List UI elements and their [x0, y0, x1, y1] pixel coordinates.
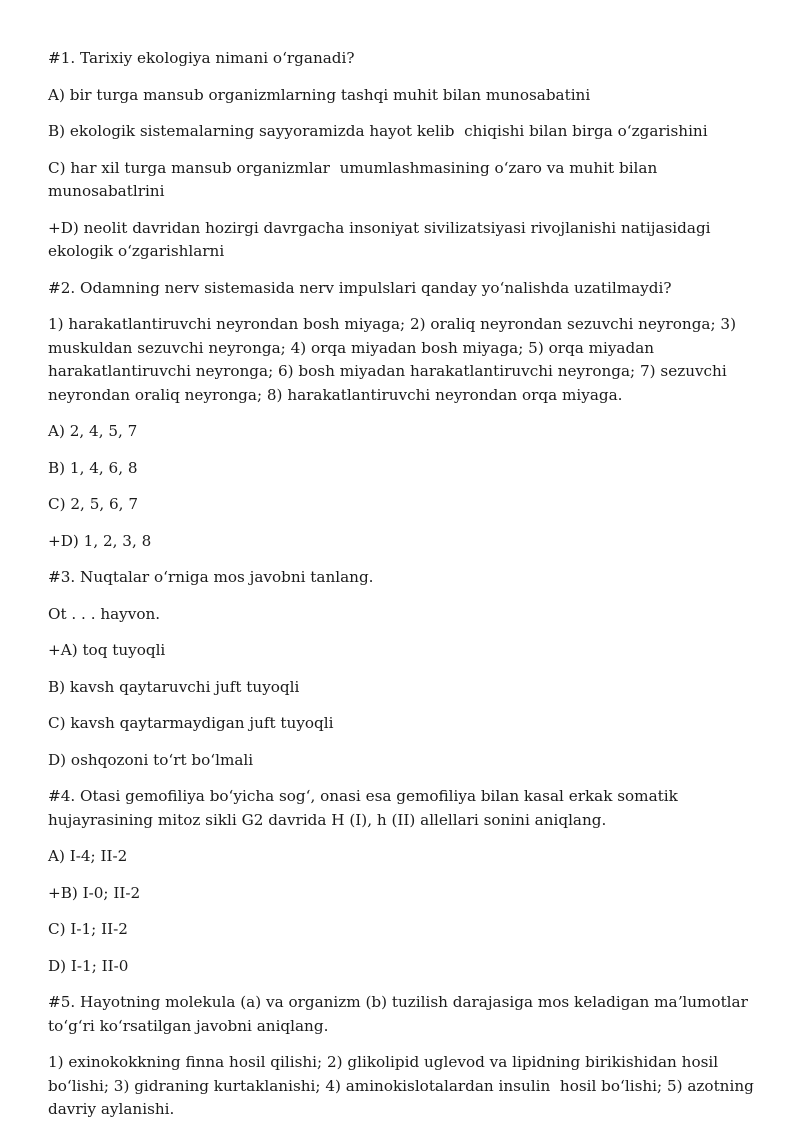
question-4-option-a: A) I-4; II-2 [48, 847, 128, 865]
question-2-option-d: +D) 1, 2, 3, 8 [48, 531, 152, 550]
question-1-option-d: +D) neolit davridan hozirgi davrgacha insoniyat sivilizatsiyasi rivojlanishi natijasidagi ekologik oʻzgarishlarni [48, 218, 716, 260]
question-3-option-d: D) oshqozoni toʻrt boʻlmali [48, 750, 254, 769]
question-3-option-a: +A) toq tuyoqli [48, 641, 166, 659]
question-2-option-c: C) 2, 5, 6, 7 [48, 495, 138, 513]
question-5-stem: #5. Hayotning molekula (a) va organizm (b) tuzilish darajasiga mos keladigan maʼlumotlar toʻgʻri koʻrsatilgan javobni aniqlang. [48, 993, 753, 1035]
question-3-option-c: C) kavsh qaytarmaydigan juft tuyoqli [48, 714, 334, 732]
question-4-option-d: D) I-1; II-0 [48, 956, 129, 975]
question-2-option-b: B) 1, 4, 6, 8 [48, 458, 138, 477]
question-4-option-b: +B) I-0; II-2 [48, 883, 141, 902]
question-3-option-b: B) kavsh qaytaruvchi juft tuyoqli [48, 677, 300, 696]
question-1-stem: #1. Tarixiy ekologiya nimani oʻrganadi? [48, 49, 355, 67]
question-1-option-c: C) har xil turga mansub organizmlar umumlashmasining oʻzaro va muhit bilan munosabatlrini [48, 158, 663, 200]
question-1-option-b: B) ekologik sistemalarning sayyoramizda hayot kelib chiqishi bilan birga oʻzgarishini [48, 122, 708, 140]
question-3-context: Ot . . . hayvon. [48, 604, 161, 623]
document-page [48, 47, 768, 1135]
question-5-context: 1) exinokokkning finna hosil qilishi; 2) glikolipid uglevod va lipidning birikishidan hosil boʻlishi; 3) gidraning kurtaklanishi; 4) aminokislotalardan insulin hosil boʻlishi; 5) azotning davriy aylanishi. [48, 1053, 759, 1118]
question-4-stem: #4. Otasi gemofiliya boʻyicha sogʻ, onasi esa gemofiliya bilan kasal erkak somatik hujayrasining mitoz sikli G2 davrida H (I), h (II) allellari sonini aniqlang. [48, 787, 683, 829]
question-2-context: 1) harakatlantiruvchi neyrondan bosh miyaga; 2) oraliq neyrondan sezuvchi neyronga; 3) muskuldan sezuvchi neyronga; 4) orqa miyadan bosh miyaga; 5) orqa miyadan harakatlantiruvchi neyronga; 6) bosh miyadan harakatlantiruvchi neyronga; 7) sezuvchi neyrondan oraliq neyronga; 8) harakatlantiruvchi neyrondan orqa miyaga. [48, 315, 741, 404]
question-4-option-c: C) I-1; II-2 [48, 920, 128, 938]
question-2-option-a: A) 2, 4, 5, 7 [48, 422, 138, 440]
question-1-option-a: A) bir turga mansub organizmlarning tashqi muhit bilan munosabatini [48, 85, 591, 104]
question-3-stem: #3. Nuqtalar oʻrniga mos javobni tanlang. [48, 568, 374, 586]
question-2-stem: #2. Odamning nerv sistemasida nerv impulslari qanday yoʻnalishda uzatilmaydi? [48, 278, 672, 297]
